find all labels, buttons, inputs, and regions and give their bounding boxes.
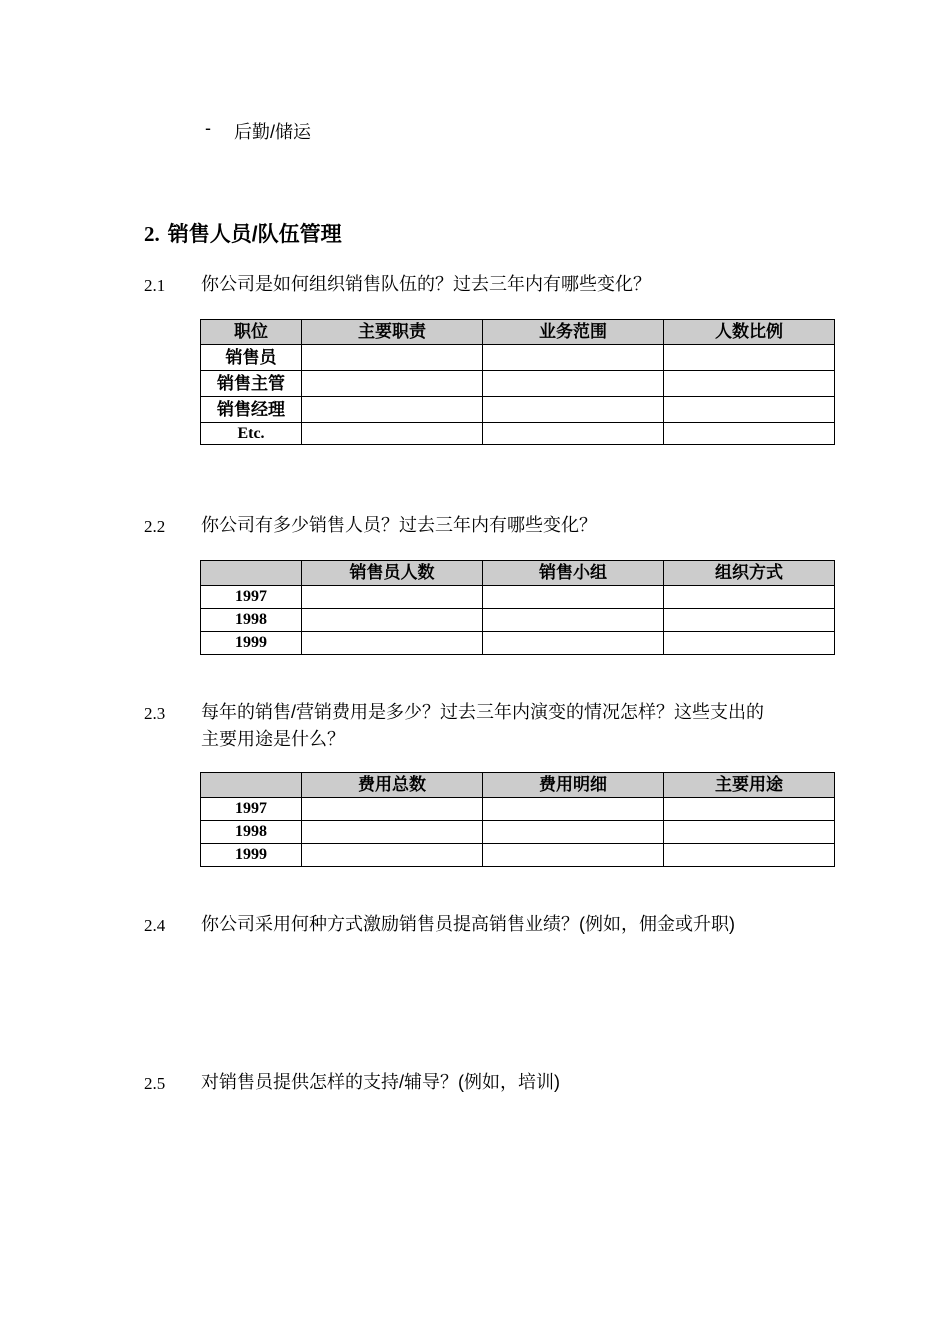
table-row (201, 397, 835, 423)
table-header-cell: 销售小组 (483, 561, 664, 586)
table-cell[interactable] (302, 798, 483, 821)
table-header-cell: 主要用途 (664, 773, 835, 798)
table-cell[interactable] (302, 371, 483, 397)
table-header-cell: 销售员人数 (302, 561, 483, 586)
table-cell[interactable] (664, 798, 835, 821)
table-row (201, 798, 835, 821)
question-text-2-4: 你公司采用何种方式激励销售员提高销售业绩？(例如，佣金或升职) (201, 914, 735, 934)
sales-expense-table (200, 772, 835, 867)
table-cell[interactable] (483, 397, 664, 423)
row-label: 1997 (201, 798, 302, 821)
row-label: 销售经理 (201, 397, 302, 423)
table-row (201, 586, 835, 609)
row-label: 1998 (201, 609, 302, 632)
table-row (201, 632, 835, 655)
table-header-cell: 组织方式 (664, 561, 835, 586)
table-header-cell: 职位 (201, 320, 302, 345)
table-row (201, 609, 835, 632)
bullet-item-logistics: 后勤/储运 (234, 122, 312, 142)
bullet-dash: - (205, 118, 211, 138)
table-header-cell: 费用总数 (302, 773, 483, 798)
row-label: Etc. (201, 423, 302, 445)
table-header-cell: 业务范围 (483, 320, 664, 345)
table-cell[interactable] (664, 632, 835, 655)
question-text-line: 主要用途是什么？ (201, 729, 345, 749)
table-cell[interactable] (483, 632, 664, 655)
question-text-2-1: 你公司是如何组织销售队伍的？过去三年内有哪些变化？ (201, 274, 651, 294)
sales-roles-table (200, 319, 835, 445)
table-row (201, 844, 835, 867)
table-cell[interactable] (302, 844, 483, 867)
table-cell[interactable] (302, 632, 483, 655)
section-number: 2. (144, 222, 160, 246)
question-text-2-3 (201, 699, 821, 753)
table-cell[interactable] (664, 586, 835, 609)
table-cell[interactable] (483, 798, 664, 821)
table-cell[interactable] (664, 345, 835, 371)
table-cell[interactable] (664, 371, 835, 397)
table-cell[interactable] (483, 345, 664, 371)
section-heading (144, 218, 342, 248)
question-number-2-5: 2.5 (144, 1074, 166, 1093)
row-label: 1999 (201, 632, 302, 655)
table-cell[interactable] (483, 609, 664, 632)
table-cell[interactable] (664, 821, 835, 844)
table-cell[interactable] (664, 423, 835, 445)
table-cell[interactable] (302, 586, 483, 609)
table-cell[interactable] (483, 844, 664, 867)
table-cell[interactable] (302, 423, 483, 445)
table-cell[interactable] (302, 609, 483, 632)
table-header-row (201, 561, 835, 586)
section-title: 销售人员/队伍管理 (167, 223, 342, 246)
question-text-2-2: 你公司有多少销售人员？过去三年内有哪些变化？ (201, 515, 597, 535)
row-label: 1997 (201, 586, 302, 609)
question-text-line: 每年的销售/营销费用是多少？过去三年内演变的情况怎样？这些支出的 (201, 702, 764, 722)
row-label: 1999 (201, 844, 302, 867)
table-cell[interactable] (302, 345, 483, 371)
row-label: 销售员 (201, 345, 302, 371)
table-cell[interactable] (664, 844, 835, 867)
table-row (201, 821, 835, 844)
table-row (201, 345, 835, 371)
question-text-2-5: 对销售员提供怎样的支持/辅导？(例如，培训) (201, 1072, 560, 1092)
table-cell[interactable] (664, 609, 835, 632)
table-header-row (201, 320, 835, 345)
table-cell[interactable] (483, 586, 664, 609)
sales-headcount-table (200, 560, 835, 655)
row-label: 销售主管 (201, 371, 302, 397)
table-cell[interactable] (483, 423, 664, 445)
question-number-2-3: 2.3 (144, 704, 166, 723)
table-cell[interactable] (302, 397, 483, 423)
table-header-cell: 费用明细 (483, 773, 664, 798)
table-cell[interactable] (483, 371, 664, 397)
table-cell[interactable] (302, 821, 483, 844)
question-number-2-4: 2.4 (144, 916, 166, 935)
row-label: 1998 (201, 821, 302, 844)
table-cell[interactable] (664, 397, 835, 423)
table-header-cell (201, 773, 302, 798)
table-header-cell: 主要职责 (302, 320, 483, 345)
question-number-2-2: 2.2 (144, 517, 166, 536)
table-header-cell (201, 561, 302, 586)
table-header-row (201, 773, 835, 798)
question-number-2-1: 2.1 (144, 276, 166, 295)
table-header-cell: 人数比例 (664, 320, 835, 345)
table-row (201, 371, 835, 397)
table-cell[interactable] (483, 821, 664, 844)
table-row (201, 423, 835, 445)
